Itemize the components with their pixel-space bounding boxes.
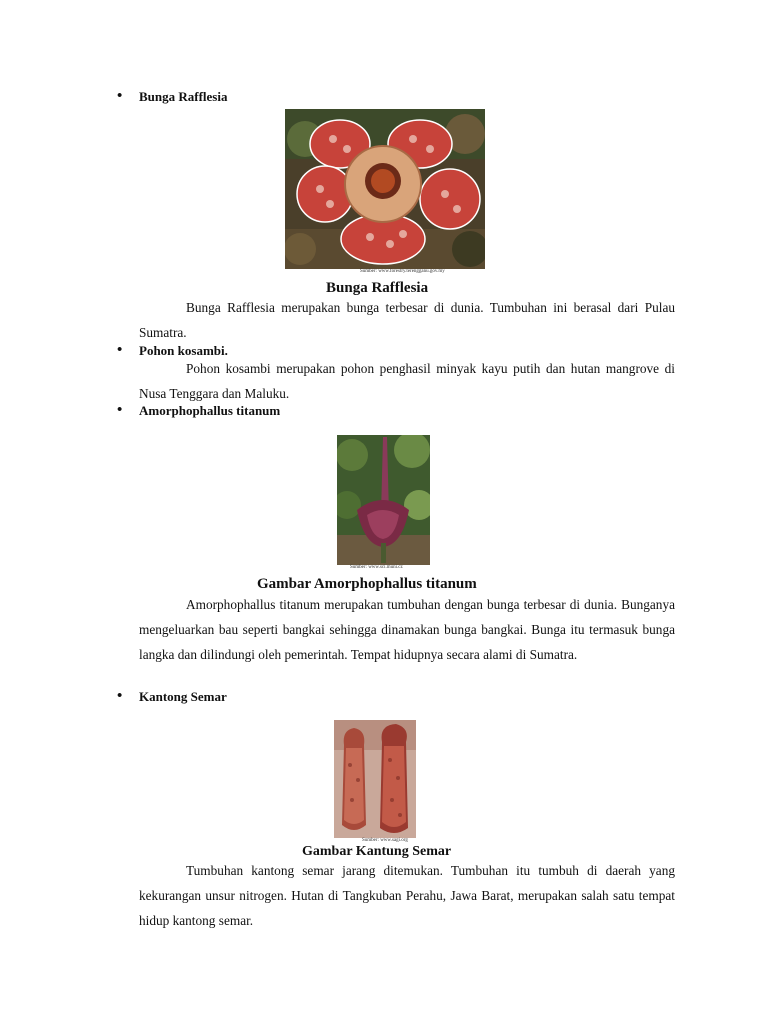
kantong-semar-photo-credit: Sumber: www.sagi.org — [362, 838, 408, 843]
rafflesia-photo — [285, 109, 485, 269]
kantong-semar-photo — [334, 720, 416, 838]
amorphophallus-photo — [337, 435, 430, 565]
kantong-semar-paragraph: Tumbuhan kantong semar jarang ditemukan. Tumbuhan itu tumbuh di daerah yang kekurangan unsur nitrogen. Hutan di Tangkuban Perahu, Jawa Barat, merupakan salah satu tempat hidup kantong semar. — [139, 863, 675, 928]
rafflesia-paragraph: Bunga Rafflesia merupakan bunga terbesar di dunia. Tumbuhan ini berasal dari Pulau Sumatra. — [139, 300, 675, 340]
rafflesia-photo-credit: Sumber: www.forestry.terengganu.gov.my — [360, 269, 445, 274]
rafflesia-caption: Bunga Rafflesia — [326, 280, 429, 296]
amorphophallus-paragraph: Amorphophallus titanum merupakan tumbuhan dengan bunga terbesar di dunia. Bunganya mengeluarkan bau seperti bangkai sehingga dinamakan bunga bangkai. Bunga itu termasuk bunga langka dan dilindungi oleh pemerintah. Tempat hidupnya secara alami di Sumatra. — [139, 597, 675, 662]
amorphophallus-caption: Gambar Amorphophallus titanum — [257, 576, 477, 592]
kantong-semar-caption: Gambar Kantung Semar — [302, 844, 452, 859]
amorphophallus-photo-credit: Sumber: www.sci.muni.cz — [350, 565, 403, 570]
kosambi-paragraph: Pohon kosambi merupakan pohon penghasil minyak kayu putih dan hutan mangrove di Nusa Tenggara dan Maluku. — [139, 361, 675, 401]
